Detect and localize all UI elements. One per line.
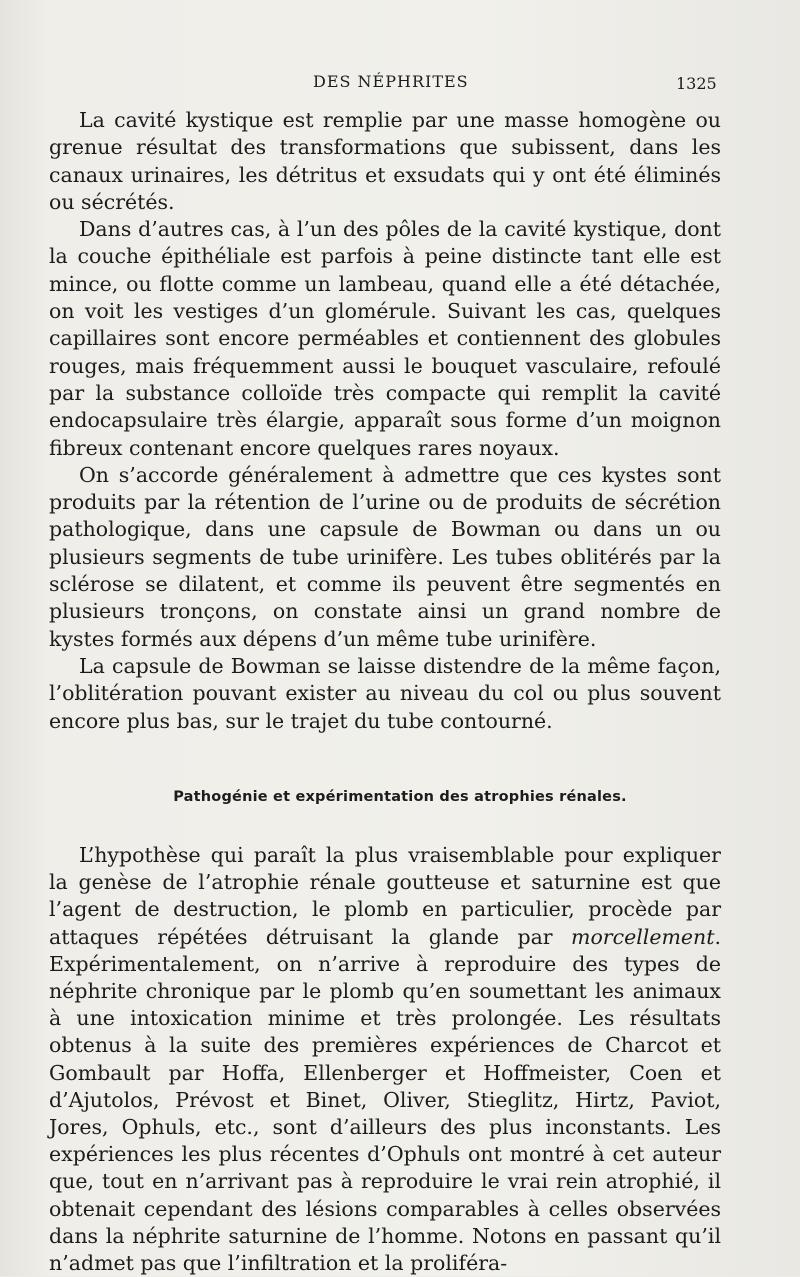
paragraph-bowman-capsule: La capsule de Bowman se laisse distendre de la même façon, l’oblitération pouvant exister au niveau du col ou plus souvent encore plus bas, sur le trajet du tube contourné. bbox=[49, 653, 721, 733]
pathogenesis-text-end: . Expérimentalement, on n’arrive à reproduire des types de néphrite chronique par le plomb qu’en soumettant les animaux à une intoxication minime et très prolongée. Les résultats obtenus à la suite des premières expériences de Charcot et Gombault par Hoffa, Ellenberger et Hoffmeister, Coen et d’Ajutolos, Prévost et Binet, Oliver, Stieglitz, Hirtz, Paviot, Jores, Ophuls, etc., sont d’ailleurs des plus inconstants. Les expériences les plus récentes d’Ophuls ont montré à cet auteur que, tout en n’arrivant pas à reproduire le vrai rein atrophié, il obtenait cependant des lésions comparables à celles observées dans la néphrite saturnine de l’homme. Notons en passant qu’il n’admet pas que l’infiltration et la proliféra- bbox=[49, 924, 721, 1276]
italic-term: morcellement bbox=[571, 924, 715, 949]
body-text-upper bbox=[49, 107, 721, 735]
paragraph-other-cases: Dans d’autres cas, à l’un des pôles de la cavité kystique, dont la couche épithéliale est parfois à peine distincte tant elle est mince, ou flotte comme un lambeau, quand elle a été détachée, on voit les vestiges d’un glomérule. Suivant les cas, quelques capillaires sont encore perméables et contiennent des globules rouges, mais fréquemment aussi le bouquet vasculaire, refoulé par la substance colloïde très compacte qui remplit la cavité endocapsulaire très élargie, apparaît sous forme d’un moignon fibreux contenant encore quelques rares noyaux. bbox=[49, 217, 721, 460]
page-number: 1325 bbox=[676, 74, 717, 93]
running-title: DES NÉPHRITES bbox=[313, 72, 469, 91]
pathogenesis-text-start: L’hypothèse qui paraît la plus vraisemblable pour expliquer la genèse de l’atrophie rénale goutteuse et saturnine est que l’agent de destruction, le plomb en particulier, procède par attaques répétées détruisant la glande par bbox=[49, 843, 721, 949]
section-heading: Pathogénie et expérimentation des atrophies rénales. bbox=[173, 789, 627, 805]
paragraph-kystic-cavity: La cavité kystique est remplie par une masse homogène ou grenue résultat des transformations que subissent, dans les canaux urinaires, les détritus et exsudats qui y ont été éliminés ou sécrétés. bbox=[49, 108, 721, 214]
paragraph-cyst-origin: On s’accorde généralement à admettre que ces kystes sont produits par la rétention de l’urine ou de produits de sécrétion pathologique, dans une capsule de Bowman ou dans un ou plusieurs segments de tube urinifère. Les tubes oblitérés par la sclérose se dilatent, et comme ils peuvent être segmentés en plusieurs tronçons, on constate ainsi un grand nombre de kystes formés aux dépens d’un même tube urinifère. bbox=[49, 462, 721, 651]
page-header bbox=[0, 72, 800, 96]
body-text-lower bbox=[49, 842, 721, 1277]
paragraph-pathogenesis bbox=[49, 842, 721, 1277]
